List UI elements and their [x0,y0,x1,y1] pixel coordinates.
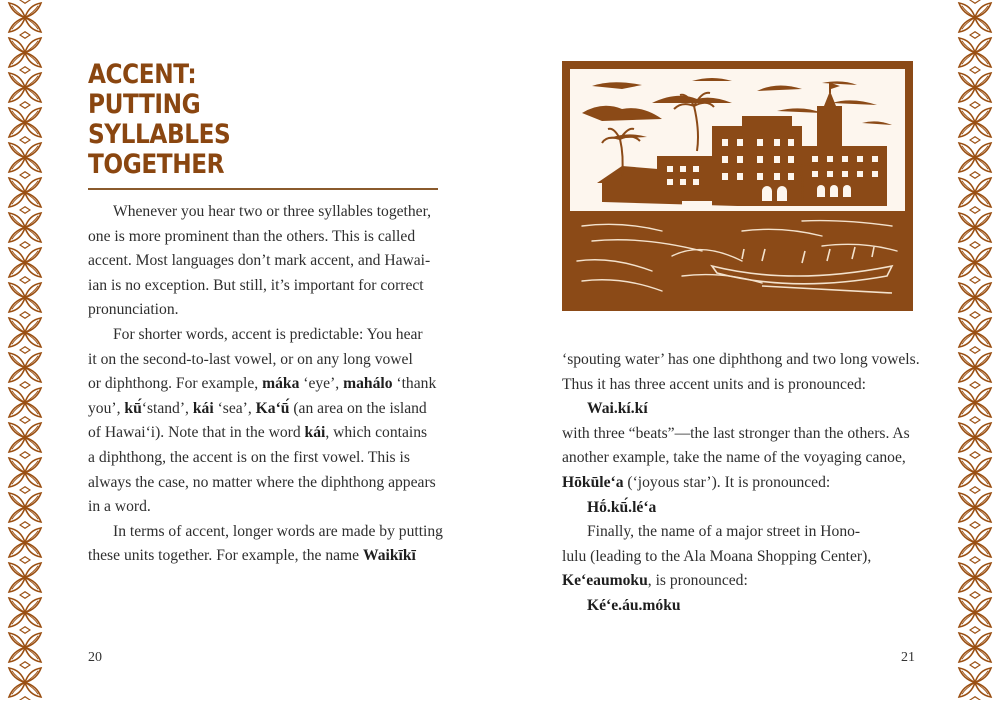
text-line: you’, kū́‘stand’, kái ‘sea’, Kaʻū́ (an area on the island [88,399,427,417]
text-line: a diphthong, the accent is on the first vowel. This is [88,448,410,466]
heading-line: ACCENT: [88,59,197,90]
text-line: it on the second-to-last vowel, or on any long vowel [88,350,413,368]
text-line: another example, take the name of the voyaging canoe, [562,449,906,467]
tapa-pattern-icon [957,0,993,700]
decorative-tapa-border-left [7,0,43,700]
text-line: ian is no exception. But still, it’s important for correct [88,276,424,294]
heading-divider [88,188,438,190]
body-text [88,200,443,569]
decorative-tapa-border-right [957,0,993,700]
text-line: always the case, no matter where the diphthong appears [88,473,436,491]
hawaiian-term: kái [192,399,214,417]
text-line: In terms of accent, longer words are made by putting [113,522,443,540]
text-line: these units together. For example, the name Waikīkī [88,547,416,565]
hawaiian-term: Kaʻū́ [255,399,290,417]
text-line: For shorter words, accent is predictable: You hear [113,325,423,343]
text-line [562,594,914,619]
woodcut-illustration [562,61,913,311]
text-line: Thus it has three accent units and is pronounced: [562,375,866,393]
heading-line: PUTTING [88,89,201,120]
left-page [88,0,443,700]
hawaiian-term: Kéʻe.áu.móku [587,596,681,614]
text-line: lulu (leading to the Ala Moana Shopping Center), [562,547,872,565]
hawaiian-term: Hṓ.kū́.léʻa [587,498,657,516]
hawaiian-term: mahálo [343,375,393,393]
right-page [562,0,920,700]
waikiki-hotel-canoe-illustration-icon [562,61,913,311]
text-line: one is more prominent than the others. This is called [88,227,416,245]
page-number: 21 [901,650,915,665]
text-line [562,397,914,422]
hawaiian-term: kū́ [124,399,142,417]
text-line: of Hawaiʻi). Note that in the word kái, which contains [88,424,428,442]
section-heading [88,60,230,180]
body-text [562,348,920,619]
heading-line: TOGETHER [88,149,225,180]
text-line: Hōkūleʻa (‘joyous star’). It is pronounced: [562,473,831,491]
hawaiian-term: kái [304,424,326,442]
text-line: Keʻeaumoku, is pronounced: [562,572,748,590]
text-line: Finally, the name of a major street in Hono- [587,523,861,541]
text-line: with three “beats”—the last stronger than the others. As [562,424,910,442]
text-line: in a word. [88,498,151,516]
hawaiian-term: Waikīkī [362,547,416,565]
text-line: ‘spouting water’ has one diphthong and two long vowels. [562,351,920,368]
hawaiian-term: Keʻeaumoku [562,572,648,590]
hawaiian-term: Hōkūleʻa [562,473,624,491]
text-line: accent. Most languages don’t mark accent, and Hawai- [88,252,431,270]
text-line: Whenever you hear two or three syllables together, [113,203,432,220]
text-line: pronunciation. [88,301,179,319]
text-line: or diphthong. For example, máka ‘eye’, mahálo ‘thank [88,375,437,393]
hawaiian-term: Wai.kí.kí [587,400,648,418]
text-line [562,496,914,521]
heading-line: SYLLABLES [88,119,231,150]
hawaiian-term: máka [262,375,300,393]
tapa-pattern-icon [7,0,43,700]
page-number: 20 [88,650,102,665]
